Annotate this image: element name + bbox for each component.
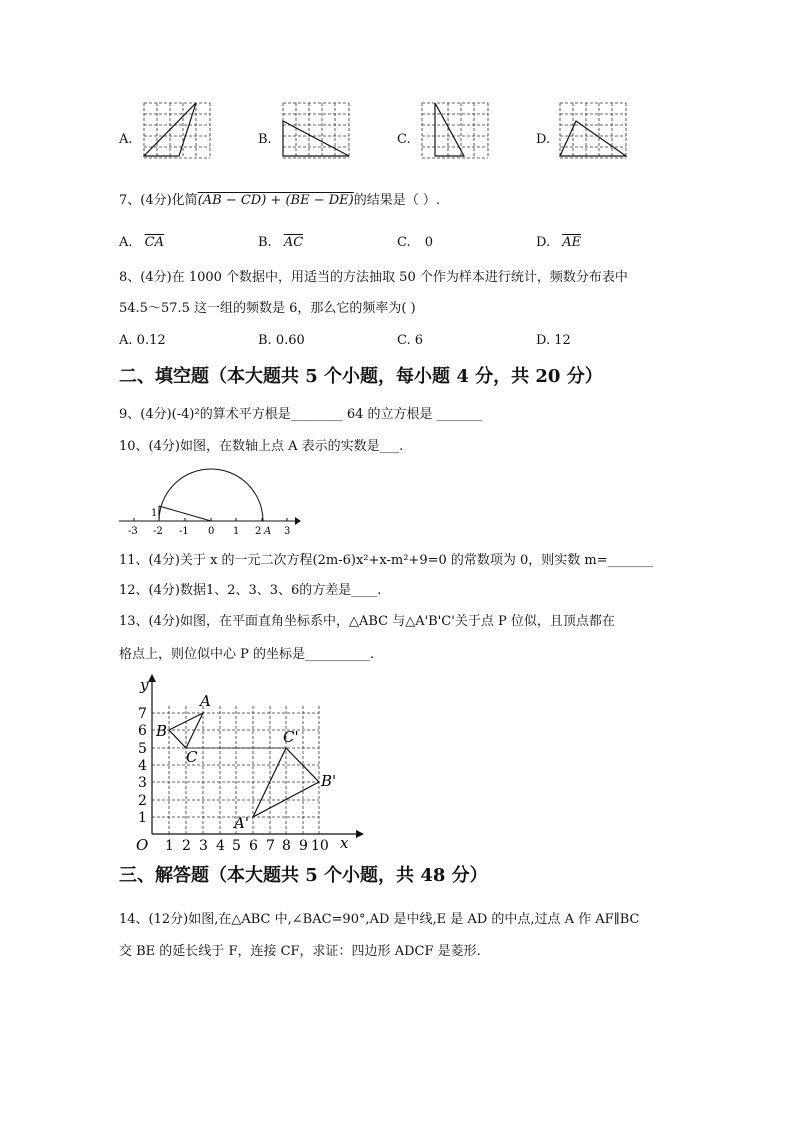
q10-tick-minus2: -2 — [153, 526, 163, 537]
q13-x-axis-arrow — [356, 830, 364, 838]
q10-tick-2: 2 — [255, 526, 262, 537]
q13-y-tick-2: 2 — [138, 793, 147, 809]
q6-option-b-figure — [282, 102, 350, 159]
q8-option-d — [536, 334, 571, 347]
q13-x-tick-4: 4 — [216, 838, 225, 854]
q10-axis-arrow — [295, 517, 301, 525]
q8-option-d-letter: D. — [536, 333, 551, 348]
q7-option-a-value: $\overline{CA}$ — [144, 235, 165, 250]
q6-option-a-figure — [143, 102, 211, 159]
q8-option-c-letter: C. — [397, 333, 411, 348]
q6-option-d-figure — [559, 102, 627, 159]
q13-x-tick-2: 2 — [182, 838, 191, 854]
q10-tick-minus3: -3 — [128, 526, 138, 537]
q10-number-line-figure — [119, 462, 301, 542]
q13-label-b-prime: B' — [321, 772, 337, 790]
q13-label-c-prime: C' — [283, 728, 299, 746]
q13-origin-label: O — [136, 836, 149, 854]
q7-stem-post: 的结果是（ ）. — [353, 193, 440, 208]
section-2-heading: 二、填空题（本大题共 5 个小题，每小题 4 分，共 20 分） — [119, 366, 603, 387]
q6-option-c-label: C. — [397, 132, 411, 147]
q13-y-axis-arrow — [148, 674, 156, 682]
q13-x-tick-5: 5 — [232, 838, 241, 854]
q7-option-b — [258, 236, 303, 249]
q8-line-1: 8、(4分)在 1000 个数据中，用适当的方法抽取 50 个作为样本进行统计，频数分布表中 — [119, 270, 628, 285]
q7-option-d — [536, 236, 581, 249]
q8-option-b-value: 0.60 — [275, 333, 305, 348]
q14-line-1: 14、(12分)如图,在△ABC 中,∠BAC=90°,AD 是中线,E 是 AD 的中点,过点 A 作 AF∥BC — [119, 912, 640, 927]
q7-option-c — [397, 236, 433, 249]
q9-text: 9、(4分)(-4)²的算术平方根是________ 64 的立方根是 _______ — [119, 407, 483, 422]
q11-text: 11、(4分)关于 x 的一元二次方程(2m-6)x²+x-m²+9=0 的常数项为 0，则实数 m=_______ — [119, 553, 654, 568]
q13-label-b: B — [156, 722, 168, 740]
q8-option-c — [397, 334, 423, 347]
q7-option-a — [119, 236, 164, 249]
q7-option-d-value: $\overline{AE}$ — [562, 235, 582, 250]
q6-option-a-label: A. — [119, 132, 133, 147]
q6-option-d-label: D. — [536, 132, 551, 147]
section-3-heading: 三、解答题（本大题共 5 个小题，共 48 分） — [119, 865, 488, 886]
q6-option-c-figure — [421, 102, 489, 159]
q13-x-tick-6: 6 — [249, 838, 258, 854]
q13-x-tick-3: 3 — [199, 838, 208, 854]
q13-label-a: A — [200, 692, 211, 710]
q7-expression: (AB − CD) + (BE − DE) — [197, 193, 354, 208]
q13-line-2: 格点上，则位似中心 P 的坐标是__________. — [119, 647, 375, 662]
q13-y-tick-3: 3 — [138, 775, 147, 791]
q7-option-b-letter: B. — [258, 235, 272, 250]
q6-option-b-label: B. — [258, 132, 272, 147]
q13-y-tick-5: 5 — [138, 741, 147, 757]
q13-y-tick-4: 4 — [138, 758, 147, 774]
q13-label-a-prime: A' — [234, 814, 249, 832]
q12-text: 12、(4分)数据1、2、3、3、6的方差是____. — [119, 583, 382, 598]
q13-line-1: 13、(4分)如图，在平面直角坐标系中，△ABC 与△A'B'C'关于点 P 位似，且顶点都在 — [119, 614, 615, 629]
q13-y-tick-6: 6 — [138, 723, 147, 739]
q10-text: 10、(4分)如图，在数轴上点 A 表示的实数是___. — [119, 439, 404, 454]
q10-label-1: 1 — [151, 508, 158, 519]
q8-option-b-letter: B. — [258, 333, 272, 348]
q8-line-2: 54.5～57.5 这一组的频数是 6，那么它的频率为( ) — [119, 301, 416, 316]
q13-axis-y-label: y — [140, 676, 149, 694]
q8-option-a — [119, 334, 166, 347]
q10-tick-1: 1 — [233, 526, 240, 537]
q7-option-d-letter: D. — [536, 235, 551, 250]
q7-option-b-value: $\overline{AC}$ — [283, 235, 304, 250]
q13-x-tick-10: 10 — [311, 838, 329, 854]
q7-stem-pre: 7、(4分)化简 — [119, 193, 198, 208]
q13-label-c: C — [186, 748, 198, 766]
q7-option-c-value: 0 — [424, 235, 434, 250]
q10-tick-minus1: -1 — [179, 526, 189, 537]
q13-axis-x-label: x — [340, 834, 349, 852]
q7-option-c-letter: C. — [397, 235, 411, 250]
q13-x-tick-7: 7 — [266, 838, 275, 854]
q7-stem — [119, 194, 440, 207]
q10-label-a: A — [264, 526, 272, 537]
q13-y-tick-1: 1 — [138, 810, 147, 826]
q8-option-a-value: 0.12 — [136, 333, 166, 348]
q8-option-d-value: 12 — [554, 333, 571, 348]
q8-option-c-value: 6 — [414, 333, 424, 348]
q8-option-a-letter: A. — [119, 333, 133, 348]
q13-y-tick-7: 7 — [138, 706, 147, 722]
q8-option-b — [258, 334, 305, 347]
q13-x-tick-1: 1 — [165, 838, 174, 854]
q10-tick-3: 3 — [284, 526, 291, 537]
q14-line-2: 交 BE 的延长线于 F，连接 CF，求证：四边形 ADCF 是菱形. — [119, 944, 481, 959]
q10-tick-0: 0 — [208, 526, 215, 537]
q7-option-a-letter: A. — [119, 235, 133, 250]
q13-x-tick-8: 8 — [282, 838, 291, 854]
q13-x-tick-9: 9 — [299, 838, 308, 854]
q13-coordinate-figure — [128, 672, 368, 854]
q10-arc — [159, 469, 263, 521]
